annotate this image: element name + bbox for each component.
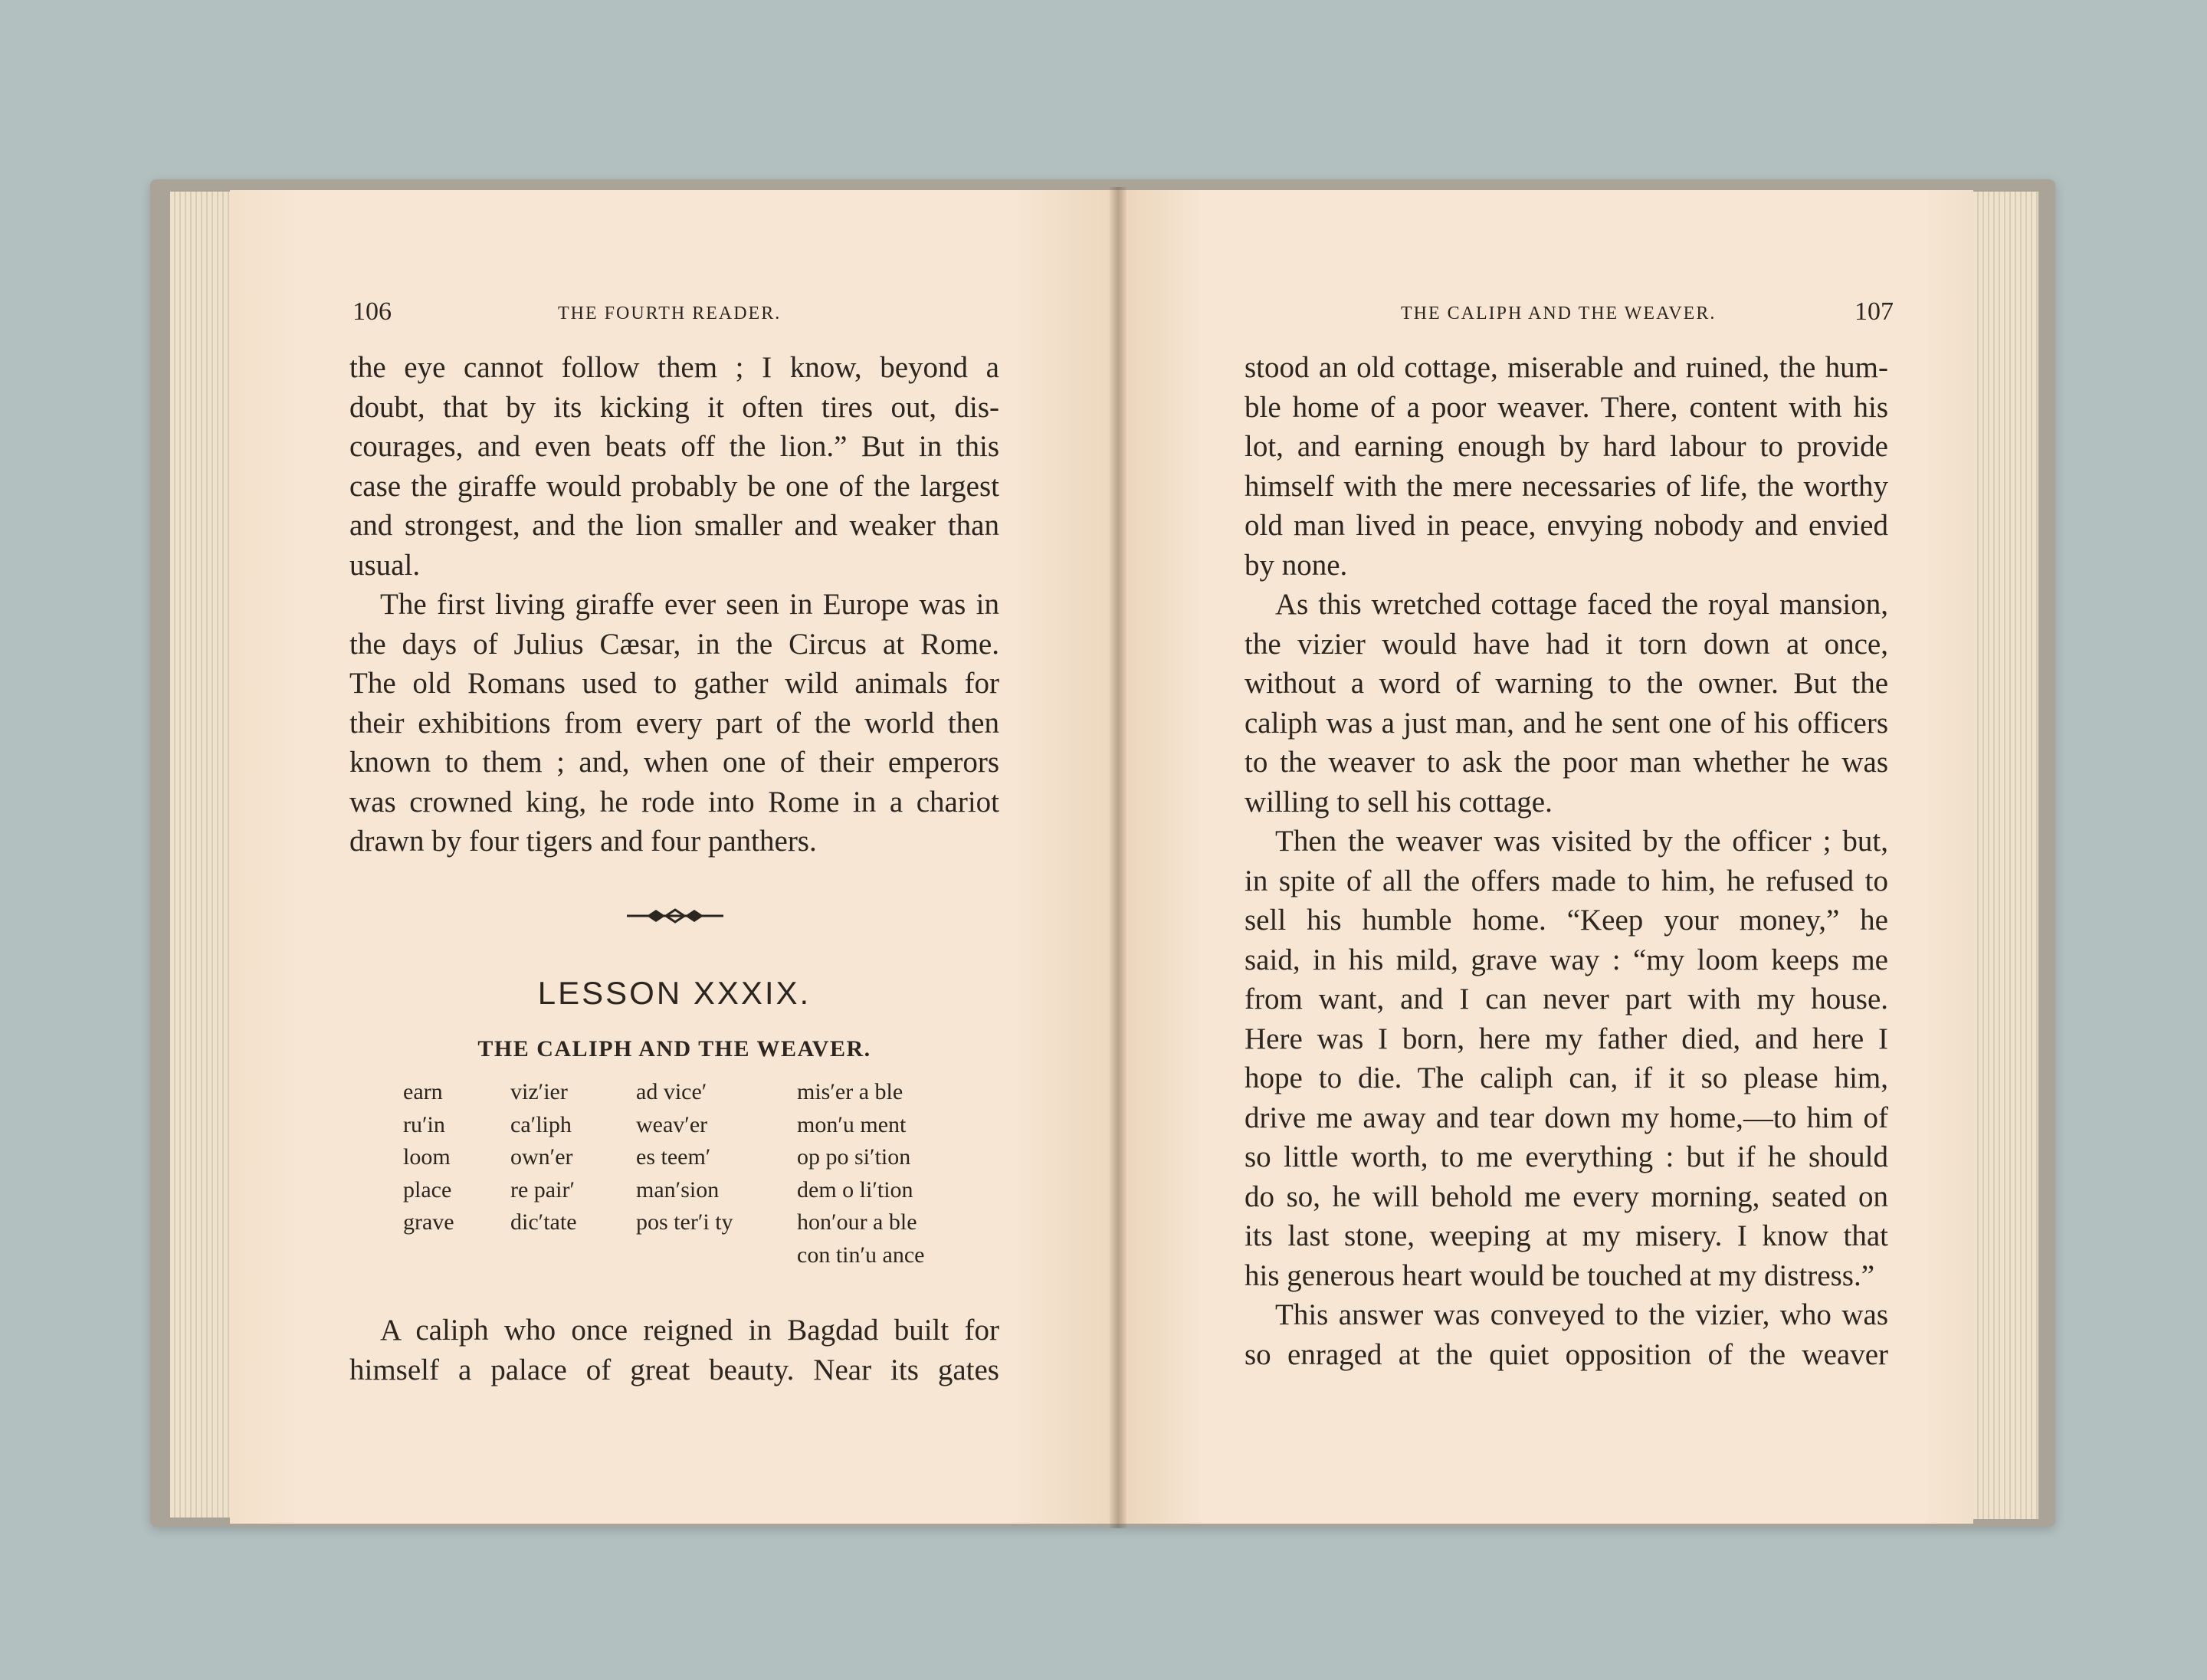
text-line: his generous heart would be touched at my distress.” <box>1245 1258 1875 1292</box>
vocab-word: dic′tate <box>510 1209 577 1235</box>
text-line: stood an old cottage, miserable and ruined, the hum- <box>1245 351 1888 384</box>
right-page <box>1119 190 1973 1524</box>
vocabulary-column-4 <box>797 1076 925 1271</box>
vocab-word: own′er <box>510 1144 573 1170</box>
vocabulary-column-1 <box>403 1076 454 1239</box>
text-line: in spite of all the offers made to him, he refused to <box>1245 864 1888 897</box>
text-line: himself a palace of great beauty. Near its gates <box>349 1353 999 1386</box>
right-page-text <box>1245 348 1888 1374</box>
text-line: ble home of a poor weaver. There, content with his <box>1245 390 1888 424</box>
lesson-title: LESSON XXXIX. <box>537 975 812 1011</box>
left-page <box>230 190 1119 1524</box>
vocabulary-column-2 <box>510 1076 577 1239</box>
book-gutter <box>1110 187 1126 1528</box>
running-head-left: THE FOURTH READER. <box>558 304 782 323</box>
vocab-word: grave <box>403 1209 454 1235</box>
text-line: their exhibitions from every part of the world then <box>349 706 999 740</box>
text-line: the eye cannot follow them ; I know, beyond a <box>349 351 999 384</box>
text-line: courages, and even beats off the lion.” But in this <box>349 430 999 463</box>
vocab-word: place <box>403 1176 452 1203</box>
vocab-word: pos ter′i ty <box>636 1209 733 1235</box>
text-line: known to them ; and, when one of their emperors <box>349 746 999 779</box>
text-line: was crowned king, he rode into Rome in a chariot <box>349 785 999 819</box>
text-line: so enraged at the quiet opposition of the weaver <box>1245 1337 1888 1371</box>
text-line: Then the weaver was visited by the officer ; but, <box>1275 825 1888 858</box>
text-line: usual. <box>349 548 421 582</box>
running-head-right: THE CALIPH AND THE WEAVER. <box>1401 304 1717 323</box>
text-line: to the weaver to ask the poor man whether he was <box>1245 746 1888 779</box>
text-line: drawn by four tigers and four panthers. <box>349 825 817 858</box>
vocab-word: man′sion <box>636 1176 720 1203</box>
text-line: so little worth, to me everything : but if he should <box>1245 1140 1888 1173</box>
text-line: its last stone, weeping at my misery. I know that <box>1245 1219 1888 1252</box>
vocab-word: es teem′ <box>636 1144 711 1170</box>
text-line: hope to die. The caliph can, if it so please him, <box>1245 1061 1888 1094</box>
vocab-word: op po si′tion <box>797 1144 911 1170</box>
text-line: said, in his mild, grave way : “my loom keeps me <box>1245 943 1888 976</box>
text-line: caliph was a just man, and he sent one of his officers <box>1245 706 1888 740</box>
vocab-word: dem o li′tion <box>797 1176 913 1203</box>
vocab-word: loom <box>403 1144 451 1170</box>
vocab-word: ru′in <box>403 1111 445 1137</box>
lesson-subtitle: THE CALIPH AND THE WEAVER. <box>477 1036 871 1061</box>
vocab-word: mis′er a ble <box>797 1079 903 1104</box>
vocab-word: weav′er <box>636 1111 708 1137</box>
text-line: the days of Julius Cæsar, in the Circus at Rome. <box>349 627 999 661</box>
text-line: do so, he will behold me every morning, seated on <box>1245 1180 1888 1213</box>
page-number-left: 106 <box>353 297 392 326</box>
text-line: As this wretched cottage faced the royal mansion, <box>1275 588 1888 621</box>
page-number-right: 107 <box>1854 297 1894 326</box>
text-line: sell his humble home. “Keep your money,” he <box>1245 904 1888 937</box>
vocab-word: earn <box>403 1079 443 1104</box>
text-line: doubt, that by its kicking it often tires out, dis- <box>349 390 999 424</box>
section-ornament <box>625 904 725 927</box>
text-line: willing to sell his cottage. <box>1245 785 1553 819</box>
vocab-word: ca′liph <box>510 1111 572 1137</box>
text-line: old man lived in peace, envying nobody and envied <box>1245 509 1888 542</box>
vocab-word: con tin′u ance <box>797 1242 925 1268</box>
vocab-word: hon′our a ble <box>797 1209 917 1235</box>
text-line: from want, and I can never part with my house. <box>1245 983 1888 1016</box>
text-line: by none. <box>1245 548 1348 582</box>
text-line: This answer was conveyed to the vizier, who was <box>1275 1298 1888 1331</box>
text-line: drive me away and tear down my home,—to him of <box>1245 1101 1888 1134</box>
vocab-word: re pair′ <box>510 1176 576 1203</box>
text-line: the vizier would have had it torn down at once, <box>1245 627 1888 661</box>
text-line: case the giraffe would probably be one of the largest <box>349 469 999 503</box>
vocab-word: mon′u ment <box>797 1111 907 1137</box>
page-edges-left <box>170 192 239 1518</box>
text-line: without a word of warning to the owner. But the <box>1245 667 1888 700</box>
text-line: himself with the mere necessaries of life, the worthy <box>1245 469 1888 503</box>
paragraph-caliph-intro <box>349 1311 999 1390</box>
text-line: and strongest, and the lion smaller and weaker than <box>349 509 999 542</box>
text-line: lot, and earning enough by hard labour to provide <box>1245 430 1888 463</box>
vocab-word: viz′ier <box>510 1079 568 1104</box>
page-edges-right <box>1968 192 2038 1519</box>
text-line: The first living giraffe ever seen in Europe was in <box>380 588 999 621</box>
text-line: Here was I born, here my father died, and here I <box>1245 1022 1888 1055</box>
vocab-word: ad vice′ <box>636 1079 707 1104</box>
text-line: The old Romans used to gather wild animals for <box>349 667 999 700</box>
paragraph-continued <box>349 348 999 861</box>
text-line: A caliph who once reigned in Bagdad built for <box>380 1314 999 1347</box>
vocabulary-column-3 <box>636 1076 733 1239</box>
